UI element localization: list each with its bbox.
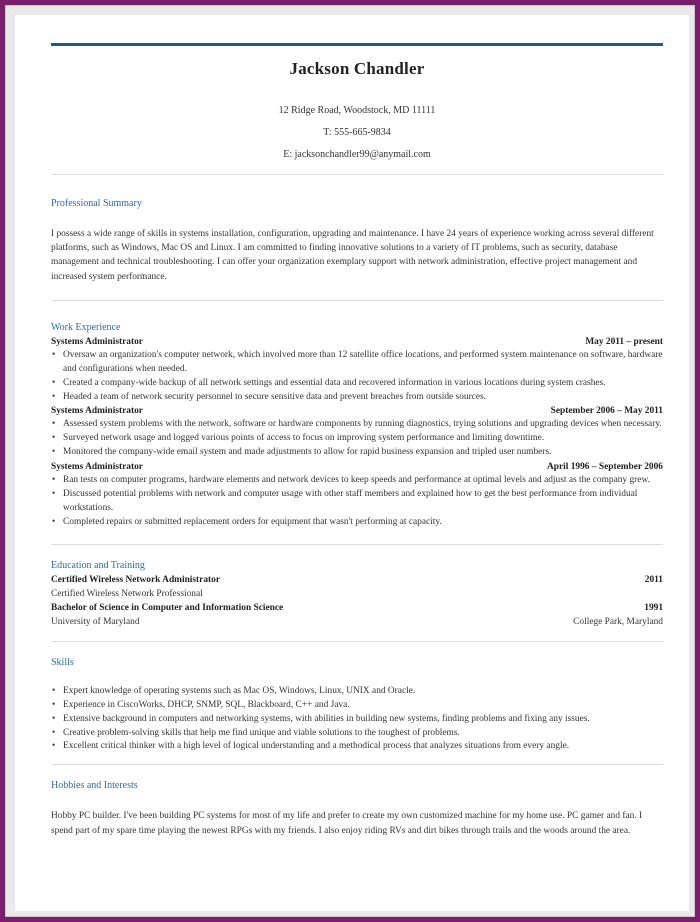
- skills-list: [51, 685, 663, 755]
- bullet-icon: •: [52, 419, 56, 430]
- education-detail: [51, 615, 663, 629]
- skills-title: Skills: [51, 656, 74, 668]
- list-item-text: Completed repairs or submitted replacement orders for equipment that wasn't performing at capacity.: [63, 516, 442, 527]
- education-heading: Certified Wireless Network Administrator: [51, 574, 220, 585]
- bullet-icon: •: [52, 377, 56, 388]
- education-header: [51, 601, 663, 615]
- contact-phone: T: 555-665-9834: [323, 127, 391, 138]
- list-item-text: Experience in CiscoWorks, DHCP, SNMP, SQL, Blackboard, C++ and Java.: [63, 699, 350, 710]
- section-divider: [51, 764, 663, 765]
- bullet-icon: •: [52, 516, 56, 527]
- resume-page: [15, 15, 689, 911]
- list-item: [52, 727, 663, 741]
- job-header: [51, 460, 663, 474]
- bullet-icon: •: [52, 685, 56, 696]
- job-list: [51, 335, 663, 530]
- section-divider: [51, 544, 663, 545]
- job-dates: May 2011 – present: [585, 336, 663, 347]
- education-year: 1991: [644, 602, 663, 613]
- education-detail: [51, 587, 663, 601]
- job-dates: April 1996 – September 2006: [547, 462, 663, 473]
- job-header: [51, 404, 663, 418]
- list-item-text: Surveyed network usage and logged various points of access to focus on improving system performance and limiting downtime.: [63, 433, 545, 444]
- hobbies-text: Hobby PC builder. I've been building PC systems for most of my life and prefer to create my own customized machine for my home use. PC gamer and fan. I spend part of my spare time playing the newest RPGs with my friends. I also enjoy riding RVs and dirt bikes through trails and the woods around the area.: [51, 811, 643, 836]
- summary-title: Professional Summary: [51, 198, 142, 209]
- list-item: [52, 740, 663, 754]
- image-frame: [5, 5, 695, 917]
- list-item: [52, 349, 663, 377]
- bullet-icon: •: [52, 349, 56, 360]
- bullet-icon: •: [52, 727, 56, 738]
- bullet-icon: •: [52, 447, 56, 458]
- education-year: 2011: [644, 574, 663, 585]
- section-divider: [51, 174, 663, 175]
- list-item: [52, 699, 663, 713]
- list-item-text: Extensive background in computers and networking systems, with abilities in building new systems, finding problems and fixing any issues.: [63, 713, 590, 724]
- education-institution: Certified Wireless Network Professional: [51, 588, 203, 599]
- list-item-text: Excellent critical thinker with a high level of logical understanding and a methodical process that analyzes situations from every angle.: [63, 741, 570, 752]
- list-item-text: Creative problem-solving skills that help me find unique and viable solutions to the toughest of problems.: [63, 727, 460, 738]
- work-title: Work Experience: [51, 321, 121, 333]
- job-role: Systems Administrator: [51, 336, 143, 347]
- list-item: [52, 418, 663, 432]
- education-location: College Park, Maryland: [573, 616, 663, 627]
- contact-email: E: jacksonchandler99@anymail.com: [283, 149, 431, 160]
- job-role: Systems Administrator: [51, 406, 143, 417]
- job-dates: September 2006 – May 2011: [550, 406, 663, 417]
- bullet-icon: •: [52, 475, 56, 486]
- bullet-icon: •: [52, 699, 56, 710]
- list-item-text: Assessed system problems with the network, software or hardware components by running diagnostics, trying solutions and upgrading devices when necessary.: [63, 419, 662, 430]
- summary-text: I possess a wide range of skills in systems installation, configuration, upgrading and maintenance. I have 24 years of experience working across several different platforms, such as Windows, Mac OS and Linux. I am committed to finding innovative solutions to a variety of IT problems, such as security, database management and technical troubleshooting. I can offer your organization exemplary support with network administration, effective project management and increased system performance.: [51, 229, 654, 282]
- list-item-text: Created a company-wide backup of all network settings and essential data and recovered information in various locations during system crashes.: [63, 377, 606, 388]
- job-bullets: [51, 418, 663, 460]
- education-list: [51, 573, 663, 629]
- list-item-text: Monitored the company-wide email system and made adjustments to allow for rapid business expansion and tripled user numbers.: [63, 447, 552, 458]
- job-role: Systems Administrator: [51, 462, 143, 473]
- hobbies-title: Hobbies and Interests: [51, 780, 138, 792]
- list-item: [52, 391, 663, 405]
- bullet-icon: •: [52, 489, 56, 500]
- list-item: [52, 446, 663, 460]
- list-item: [52, 432, 663, 446]
- education-heading: Bachelor of Science in Computer and Information Science: [51, 602, 284, 613]
- bullet-icon: •: [52, 713, 56, 724]
- job-bullets: [51, 349, 663, 405]
- list-item-text: Oversaw an organization's computer network, which involved more than 12 satellite office locations, and performed system maintenance on software, hardware and configurations when needed.: [63, 349, 663, 374]
- bullet-icon: •: [52, 741, 56, 752]
- list-item: [52, 713, 663, 727]
- contact-address: 12 Ridge Road, Woodstock, MD 11111: [278, 105, 436, 116]
- list-item-text: Ran tests on computer programs, hardware elements and network devices to keep speeds and performance at optimal levels and adjust as the company grew.: [63, 475, 650, 486]
- section-divider: [51, 300, 663, 301]
- list-item-text: Headed a team of network security personnel to secure sensitive data and prevent breaches from outside sources.: [63, 391, 487, 402]
- education-header: [51, 573, 663, 587]
- list-item: [52, 685, 663, 699]
- contact-block: [51, 100, 663, 166]
- header-rule: [51, 43, 663, 46]
- list-item: [52, 474, 663, 488]
- section-divider: [51, 641, 663, 642]
- job-bullets: [51, 474, 663, 530]
- list-item: [52, 377, 663, 391]
- job-header: [51, 335, 663, 349]
- bullet-icon: •: [52, 433, 56, 444]
- bullet-icon: •: [52, 391, 56, 402]
- list-item: [52, 516, 663, 530]
- list-item-text: Discussed potential problems with network and computer usage with other staff members and explained how to get the best performance from individual workstations.: [63, 489, 638, 513]
- education-institution: University of Maryland: [51, 616, 140, 627]
- resume-content: [51, 43, 663, 838]
- candidate-name: Jackson Chandler: [289, 59, 425, 78]
- education-title: Education and Training: [51, 559, 145, 571]
- list-item-text: Expert knowledge of operating systems such as Mac OS, Windows, Linux, UNIX and Oracle.: [63, 685, 416, 696]
- list-item: [52, 488, 663, 516]
